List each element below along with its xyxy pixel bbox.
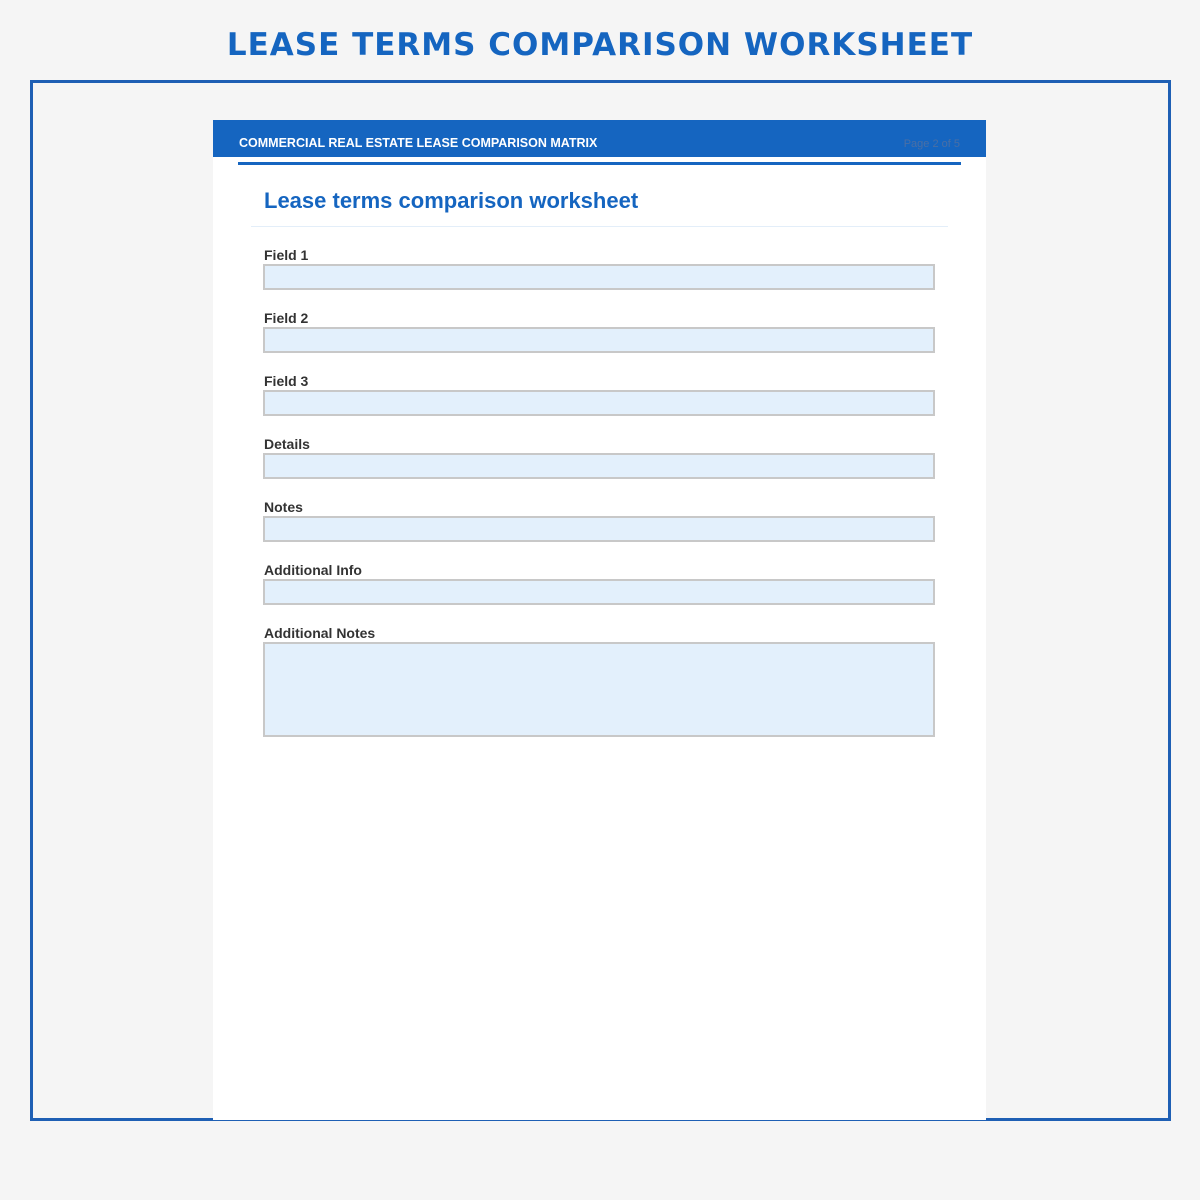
form-title: Lease terms comparison worksheet (264, 188, 639, 213)
page-header (213, 120, 986, 157)
document-page (213, 120, 986, 1120)
additional-notes-textarea[interactable] (263, 642, 935, 737)
additional-info-input[interactable] (263, 579, 935, 605)
additional-notes-label: Additional Notes (264, 625, 376, 641)
field-3-input[interactable] (263, 390, 935, 416)
header-divider (238, 162, 961, 165)
details-input[interactable] (263, 453, 935, 479)
notes-label: Notes (264, 499, 303, 515)
field-3-label: Field 3 (264, 373, 309, 389)
field-1-label: Field 1 (264, 247, 309, 263)
field-2-label: Field 2 (264, 310, 309, 326)
app-title: LEASE TERMS COMPARISON WORKSHEET (226, 27, 974, 63)
title-divider (251, 226, 948, 227)
page-header-title: COMMERCIAL REAL ESTATE LEASE COMPARISON MATRIX (239, 136, 598, 150)
field-1-input[interactable] (263, 264, 935, 290)
additional-info-label: Additional Info (264, 562, 362, 578)
page-number: Page 2 of 5 (903, 138, 960, 150)
field-2-input[interactable] (263, 327, 935, 353)
details-label: Details (264, 436, 310, 452)
notes-input[interactable] (263, 516, 935, 542)
